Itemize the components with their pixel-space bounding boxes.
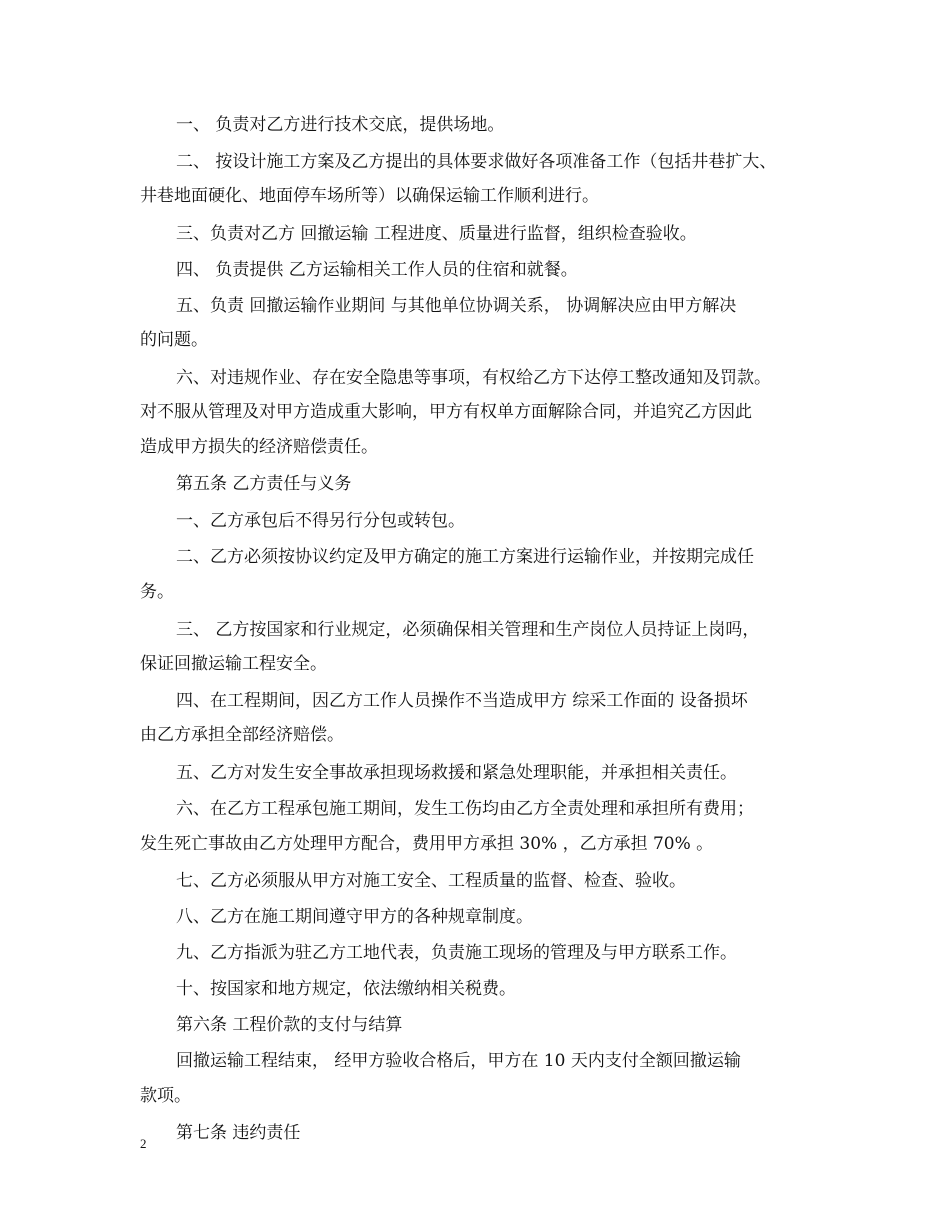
paragraph-line: 六、在乙方工程承包施工期间，发生工伤均由乙方全责处理和承担所有费用； [176,799,754,819]
paragraph-line: 三、 乙方按国家和行业规定，必须确保相关管理和生产岗位人员持证上岗吗， [176,620,760,640]
paragraph-line: 对不服从管理及对甲方造成重大影响，甲方有权单方面解除合同，并追究乙方因此 [140,402,752,422]
paragraph-line: 务。 [140,582,174,602]
section-heading: 第七条 违约责任 [176,1123,301,1143]
paragraph-line: 四、 负责提供 乙方运输相关工作人员的住宿和就餐。 [176,260,578,280]
paragraph-line: 由乙方承担全部经济赔偿。 [140,725,344,745]
paragraph-line: 的问题。 [140,330,208,350]
paragraph-line: 二、乙方必须按协议约定及甲方确定的施工方案进行运输作业，并按期完成任 [176,547,754,567]
paragraph-line: 四、在工程期间，因乙方工作人员操作不当造成甲方 综采工作面的 设备损坏 [176,691,748,711]
paragraph-line: 七、乙方必须服从甲方对施工安全、工程质量的监督、检查、验收。 [176,871,686,891]
paragraph-line: 八、乙方在施工期间遵守甲方的各种规章制度。 [176,907,533,927]
paragraph-line: 六、对违规作业、存在安全隐患等事项，有权给乙方下达停工整改通知及罚款。 [176,368,771,388]
paragraph-line: 二、 按设计施工方案及乙方提出的具体要求做好各项准备工作（包括井巷扩大、 [176,152,777,172]
paragraph-line: 五、乙方对发生安全事故承担现场救援和紧急处理职能，并承担相关责任。 [176,763,737,783]
paragraph-line: 三、负责对乙方 回撤运输 工程进度、质量进行监督，组织检查验收。 [176,224,697,244]
paragraph-line: 回撤运输工程结束， 经甲方验收合格后，甲方在 10 天内支付全额回撤运输 [176,1051,741,1071]
paragraph-line: 井巷地面硬化、地面停车场所等）以确保运输工作顺利进行。 [140,186,599,206]
paragraph-line: 保证回撤运输工程安全。 [140,654,327,674]
section-heading: 第五条 乙方责任与义务 [176,474,352,494]
paragraph-line: 五、负责 回撤运输作业期间 与其他单位协调关系， 协调解决应由甲方解决 [176,296,737,316]
paragraph-line: 款项。 [140,1086,191,1106]
section-heading: 第六条 工程价款的支付与结算 [176,1015,403,1035]
paragraph-line: 发生死亡事故由乙方处理甲方配合，费用甲方承担 30% ，乙方承担 70% 。 [140,834,714,854]
paragraph-line: 造成甲方损失的经济赔偿责任。 [140,437,378,457]
paragraph-line: 十、按国家和地方规定，依法缴纳相关税费。 [176,979,516,999]
paragraph-line: 一、 负责对乙方进行技术交底，提供场地。 [176,115,505,135]
paragraph-line: 一、乙方承包后不得另行分包或转包。 [176,511,465,531]
paragraph-line: 九、乙方指派为驻乙方工地代表，负责施工现场的管理及与甲方联系工作。 [176,943,737,963]
page-number: 2 [140,1136,147,1151]
